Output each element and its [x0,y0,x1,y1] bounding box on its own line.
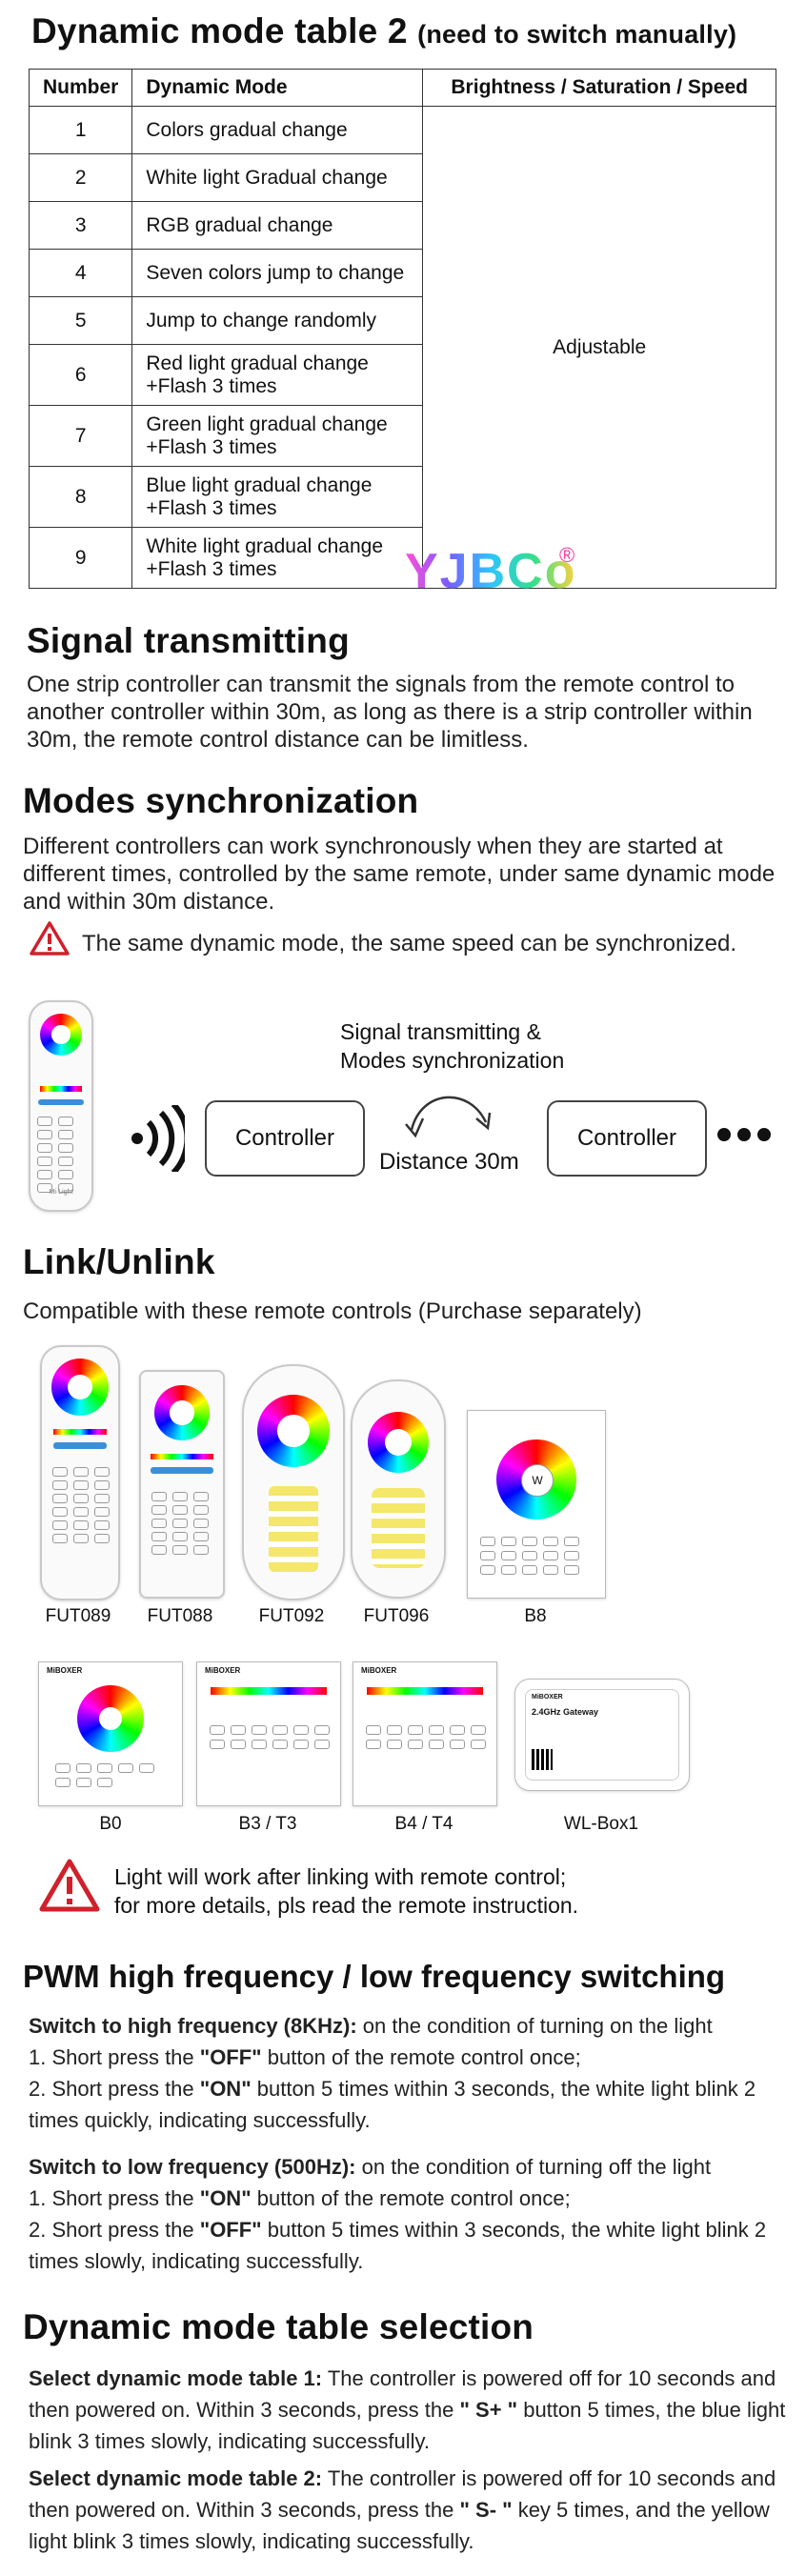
gateway-face [525,1689,679,1781]
keypad [207,1723,334,1752]
row-number: 5 [30,297,132,345]
step-text: 2. Short press the [29,2077,200,2101]
panel-brand: MiBOXER [361,1666,397,1675]
sync-body: Different controllers can work synchronously when they are started at different times, controlled by the same remote, under same dynamic mode and within 30m distance. [23,834,776,915]
panel-b0-image [38,1661,183,1806]
pwm-title: PWM high frequency / low frequency switching [23,1959,726,1994]
mode-line1: Red light gradual change [146,352,369,374]
row-mode [132,406,423,467]
table2-label: Select dynamic mode table 2: [29,2466,323,2490]
table2-text-end: key 5 times, and the yellow light blink 3 times slowly, indicating successfully. [29,2498,770,2553]
remote-fut089-image [40,1345,120,1600]
adjustable-text: Adjustable [553,335,647,358]
center-w-button: W [521,1464,554,1497]
color-bar [211,1687,327,1695]
pwm-high-cond: on the condition of turning on the light [356,2014,713,2038]
remote-brand: Mi·Light [49,1189,73,1196]
panel-b3-image [196,1661,341,1806]
panel-label-b3: B3 / T3 [238,1814,297,1834]
center-button [99,1707,122,1730]
table1-text-end: button 5 times, the blue light blink 3 times slowly, indicating successfully. [29,2398,786,2453]
row-number: 8 [30,467,132,528]
pwm-low-heading [29,2151,791,2183]
header-number: Number [30,70,132,107]
step-text: 1. Short press the [29,2045,200,2069]
registered-symbol: ® [559,543,575,567]
mode-line1: White light gradual change [146,534,384,557]
selection-title: Dynamic mode table selection [23,2307,534,2346]
step-key: "ON" [199,2077,252,2101]
row-mode [132,250,423,297]
keypad [52,1761,172,1790]
row-mode [132,202,423,250]
mode-line1: Jump to change randomly [146,309,376,332]
panel-brand: MiBOXER [205,1666,241,1675]
dynamic-mode-table [29,69,776,589]
pwm-high-step1 [29,2042,791,2073]
table2-title-note: (need to switch manually) [417,20,737,49]
color-wheel-icon [40,1014,82,1056]
diagram-caption [340,1017,564,1075]
row-number: 1 [30,107,132,154]
row-number: 9 [30,528,132,589]
curved-arrow-icon [402,1080,501,1144]
qr-code-icon [532,1749,553,1770]
selection-table2 [29,2463,791,2557]
keypad [34,1115,90,1195]
brightness-bar [38,1099,84,1105]
row-mode [132,107,423,154]
header-mode: Dynamic Mode [132,70,423,107]
remote-label-fut089: FUT089 [45,1606,111,1626]
gateway-brand: MiBOXER [532,1694,563,1701]
button-block [269,1486,318,1572]
panel-b8-image [467,1410,606,1599]
panel-label-b0: B0 [99,1814,122,1834]
color-bar [53,1429,107,1435]
mode-line1: Green light gradual change [146,413,388,435]
gateway-title: 2.4GHz Gateway [532,1707,599,1717]
pwm-high-label: Switch to high frequency (8KHz): [29,2014,357,2038]
pwm-section [29,2010,791,2277]
table1-key: " S+ " [459,2398,518,2422]
row-mode [132,297,423,345]
row-number: 4 [30,250,132,297]
color-wheel-icon [257,1395,330,1467]
gateway-label: WL-Box1 [563,1814,639,1834]
step-text: button of the remote control once; [251,2186,571,2210]
color-bar [40,1086,82,1092]
table2-key: " S- " [459,2498,513,2522]
sync-title: Modes synchronization [23,781,419,820]
mode-line1: Colors gradual change [146,118,348,141]
table2-title [31,11,736,51]
table1-label: Select dynamic mode table 1: [29,2366,323,2390]
controller-box-2: Controller [547,1100,707,1177]
step-text: 1. Short press the [29,2186,200,2210]
row-number: 6 [30,345,132,406]
color-wheel-icon [368,1412,429,1473]
remote-fut088-image [139,1370,225,1599]
link-title: Link/Unlink [23,1242,215,1281]
step-key: "OFF" [199,2218,262,2242]
table2-title-text: Dynamic mode table 2 [31,11,408,50]
step-key: "OFF" [199,2045,262,2069]
color-bar [367,1687,483,1695]
mode-line2: +Flash 3 times [146,557,277,580]
row-mode [132,528,423,589]
row-number: 2 [30,154,132,202]
remote-fut096-image [351,1379,446,1599]
signal-body: One strip controller can transmit the signals from the remote control to another controller within 30m, as long as there is a strip controller within 30m, the remote control distance can be limitless. [27,672,753,753]
remote-label-fut088: FUT088 [147,1606,213,1626]
color-wheel-icon [51,1358,109,1416]
keypad [50,1465,112,1545]
row-number: 7 [30,406,132,467]
link-warning-line2: for more details, pls read the remote instruction. [114,1893,579,1918]
brightness-bar [53,1442,107,1449]
remote-control-image [29,1000,93,1212]
selection-table1 [29,2363,791,2457]
panel-brand: MiBOXER [47,1666,83,1675]
warning-icon [38,1858,101,1918]
link-warning-line1: Light will work after linking with remote control; [114,1864,567,1889]
gateway-wlbox1-image [514,1679,690,1791]
pwm-low-step2 [29,2214,791,2277]
mode-line2: +Flash 3 times [146,435,277,458]
more-dots-icon [716,1127,772,1147]
panel-label-b8: B8 [524,1606,547,1626]
controller-box-1: Controller [205,1100,365,1177]
mode-line1: Seven colors jump to change [146,261,405,284]
selection-section [29,2363,791,2557]
row-mode [132,467,423,528]
table1-text: The controller is powered off for 10 seconds and then powered on. Within 3 seconds, press the [29,2366,776,2422]
pwm-low-cond: on the condition of turning off the light [355,2155,712,2179]
color-bar [151,1454,213,1459]
link-subtitle: Compatible with these remote controls (Purchase separately) [23,1298,642,1324]
distance-label: Distance 30m [379,1149,519,1175]
brightness-bar [151,1467,213,1474]
pwm-low-step1 [29,2183,791,2214]
keypad [477,1535,597,1578]
table-row [30,107,776,154]
row-mode [132,345,423,406]
button-block [372,1488,425,1568]
link-warning [114,1862,578,1920]
pwm-high-heading [29,2010,791,2042]
step-text: button 5 times within 3 seconds, the white light blink 2 times slowly, indicating successfully. [29,2218,767,2273]
diagram-caption-line1: Signal transmitting & [340,1019,541,1044]
step-text: button 5 times within 3 seconds, the white light blink 2 times quickly, indicating successfully. [29,2077,756,2132]
step-key: "ON" [199,2186,252,2210]
watermark-text: YJBCo [405,544,577,599]
table-header-row [30,70,776,107]
diagram-caption-line2: Modes synchronization [340,1048,565,1073]
mode-line1: Blue light gradual change [146,473,373,496]
keypad [363,1723,491,1752]
warning-icon [29,920,71,961]
remote-label-fut092: FUT092 [258,1606,325,1626]
mode-line2: +Flash 3 times [146,496,277,519]
mode-line2: +Flash 3 times [146,374,277,397]
panel-label-b4: B4 / T4 [394,1814,453,1834]
wireless-signal-icon [130,1105,185,1177]
color-wheel-icon [154,1385,210,1440]
registered-mark [559,543,574,568]
header-adjust: Brightness / Saturation / Speed [423,70,776,107]
pwm-high-step2 [29,2073,791,2136]
row-mode [132,154,423,202]
row-number: 3 [30,202,132,250]
step-text: button of the remote control once; [261,2045,581,2069]
panel-b4-image [353,1661,497,1806]
mode-line1: White light Gradual change [146,166,388,189]
remote-fut092-image [242,1364,345,1600]
adjustable-cell [423,107,776,589]
pwm-low-label: Switch to low frequency (500Hz): [29,2155,356,2179]
keypad [149,1490,217,1557]
yjbco-watermark-logo [405,543,576,600]
signal-title: Signal transmitting [27,621,350,660]
remote-label-fut096: FUT096 [363,1606,430,1626]
table2-text: The controller is powered off for 10 seconds and then powered on. Within 3 seconds, press the [29,2466,776,2522]
step-text: 2. Short press the [29,2218,200,2242]
mode-line1: RGB gradual change [146,213,333,236]
sync-warning-text: The same dynamic mode, the same speed can be synchronized. [82,931,737,956]
